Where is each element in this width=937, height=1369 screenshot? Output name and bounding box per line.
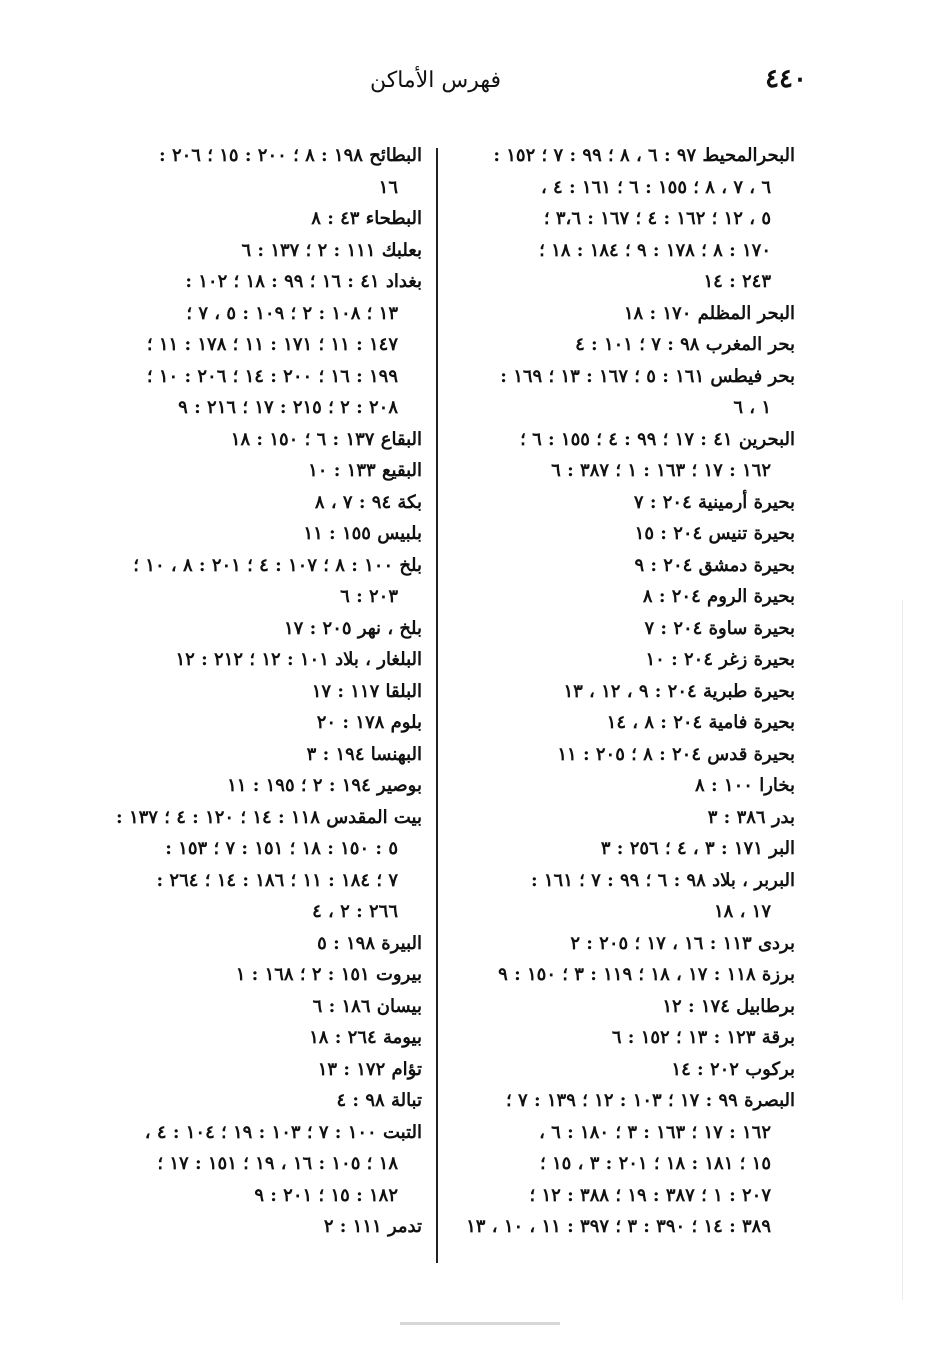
index-column-right [450,140,795,1243]
index-entry: البيرة ١٩٨ : ٥ [317,932,422,954]
index-entry: البلقا ١١٧ : ١٧ [311,680,422,702]
index-entry-continuation: ٢٠٨ : ٢ ؛ ٢١٥ : ١٧ ؛ ٢١٦ : ٩ [178,397,398,418]
scan-noise [400,1322,560,1325]
index-entry: بيت المقدس ١١٨ : ١٤ ؛ ١٢٠ : ٤ ؛ ١٣٧ : [116,806,422,828]
index-entry: البصرة ٩٩ : ١٧ ؛ ١٠٣ : ١٢ ؛ ١٣٩ : ٧ ؛ [506,1090,795,1111]
index-entry-continuation: ١٦٢ : ١٧ ؛ ١٦٣ : ٣ ؛ ١٨٠ : ٦ ، [539,1121,771,1143]
index-entry: بحيرة زغر ٢٠٤ : ١٠ [645,649,795,670]
index-entry: تبالة ٩٨ : ٤ [336,1090,422,1111]
index-entry: بحر المغرب ٩٨ : ٧ ؛ ١٠١ : ٤ [575,334,795,355]
index-entry: بوصير ١٩٤ : ٢ ؛ ١٩٥ : ١١ [227,775,422,796]
page-number: ٤٤٠ [765,64,807,94]
index-entry: برطابيل ١٧٤ : ١٢ [662,995,795,1017]
index-entry-continuation: ٢٤٣ : ١٤ [703,271,771,292]
index-entry: بعلبك ١١١ : ٢ ؛ ١٣٧ : ٦ [241,239,422,261]
index-entry-continuation: ١٨ ؛ ١٠٥ : ١٦ ، ١٩ ؛ ١٥١ : ١٧ ؛ [157,1153,398,1174]
index-entry: بركوب ٢٠٢ : ١٤ [671,1058,795,1080]
index-entry-continuation: ٥ ، ١٢ ؛ ١٦٢ : ٤ ؛ ١٦٧ : ٣،٦ ؛ [543,208,771,229]
scan-edge [902,600,903,1300]
index-entry: البقيع ١٣٣ : ١٠ [308,460,422,481]
index-entry: بلبيس ١٥٥ : ١١ [303,523,422,544]
index-entry-continuation: ٦ ، ٧ ، ٨ ؛ ١٥٥ : ٦ ؛ ١٦١ : ٤ ، [540,176,771,198]
index-entry: بحيرة طبرية ٢٠٤ : ٩ ، ١٢ ، ١٣ [563,680,795,702]
index-entry: بحيرة أرمينية ٢٠٤ : ٧ [633,491,795,513]
index-entry: بغداد ٤١ : ١٦ ؛ ٩٩ : ١٨ ؛ ١٠٢ : [185,271,422,292]
index-entry-continuation: ٢٠٧ : ١ ؛ ٣٨٧ : ١٩ ؛ ٣٨٨ : ١٢ ؛ [529,1184,771,1206]
column-divider [436,148,438,1263]
index-entry: بيروت ١٥١ : ٢ ؛ ١٦٨ : ١ [235,964,422,985]
index-entry-continuation: ٢٠٣ : ٦ [340,586,398,607]
index-entry: بحر فيطس ١٦١ : ٥ ؛ ١٦٧ : ١٣ ؛ ١٦٩ : [500,365,795,387]
index-entry: التبت ١٠٠ : ٧ ؛ ١٠٣ : ١٩ ؛ ١٠٤ : ٤ ، [144,1121,422,1143]
index-entry: برقة ١٢٣ : ١٣ ؛ ١٥٢ : ٦ [611,1027,795,1048]
index-entry-continuation: ١٧٠ : ٨ ؛ ١٧٨ : ٩ ؛ ١٨٤ : ١٨ ؛ [539,239,771,261]
index-entry: بحيرة الروم ٢٠٤ : ٨ [642,586,795,607]
index-entry: بيسان ١٨٦ : ٦ [312,995,422,1017]
index-entry: البطائح ١٩٨ : ٨ ؛ ٢٠٠ : ١٥ ؛ ٢٠٦ : [159,145,422,166]
index-entry: بخارا ١٠٠ : ٨ [695,775,795,796]
index-entry: بردى ١١٣ : ١٦ ، ١٧ ؛ ٢٠٥ : ٢ [570,932,795,954]
index-entry: تؤام ١٧٢ : ١٣ [317,1058,422,1080]
index-column-left [60,140,422,1243]
index-entry: تدمر ١١١ : ٢ [323,1216,422,1237]
index-entry: بحيرة تنيس ٢٠٤ : ١٥ [634,523,795,544]
index-entry-continuation: ١٧ ، ١٨ [713,901,771,922]
index-entry-continuation: ١٦ [378,176,398,198]
index-entry: البربر ، بلاد ٩٨ : ٦ ؛ ٩٩ : ٧ ؛ ١٦١ : [530,869,795,891]
index-entry: بكة ٩٤ : ٧ ، ٨ [314,491,422,513]
index-entry: البقاع ١٣٧ : ٦ ؛ ١٥٠ : ١٨ [230,428,422,450]
index-entry: البحرالمحيط ٩٧ : ٦ ، ٨ ؛ ٩٩ : ٧ ؛ ١٥٢ : [493,145,795,166]
index-entry: بحيرة ساوة ٢٠٤ : ٧ [644,617,795,639]
index-entry-continuation: ١٥ ؛ ١٨١ : ١٨ ؛ ٢٠١ : ٣ ، ١٥ ؛ [540,1153,771,1174]
index-entry: البر ١٧١ : ٣ ، ٤ ؛ ٢٥٦ : ٣ [600,838,795,859]
index-entry-continuation: ٥ : ١٥٠ : ١٨ ؛ ١٥١ : ٧ ؛ ١٥٣ : [165,838,398,859]
index-entry: البحر المظلم ١٧٠ : ١٨ [623,302,795,324]
index-entry-continuation: ١٦٢ : ١٧ ؛ ١٦٣ : ١ ؛ ٣٨٧ : ٦ [551,460,771,481]
index-entry: البهنسا ١٩٤ : ٣ [306,743,422,765]
index-entry-continuation: ١ ، ٦ [733,397,771,418]
index-entry-continuation: ١٨٢ : ١٥ ؛ ٢٠١ : ٩ [254,1184,398,1206]
index-entry: برزة ١١٨ : ١٧ ، ١٨ ؛ ١١٩ : ٣ ؛ ١٥٠ : ٩ [498,964,795,985]
index-entry: البطحاء ٤٣ : ٨ [311,208,422,229]
index-entry-continuation: ١٤٧ : ١١ ؛ ١٧١ : ١١ ؛ ١٧٨ : ١١ ؛ [146,334,398,355]
page-title: فهرس الأماكن [370,68,502,93]
index-entry: بلوم ١٧٨ : ٢٠ [316,712,422,733]
index-entry: بحيرة قدس ٢٠٤ : ٨ ؛ ٢٠٥ : ١١ [557,743,795,765]
index-entry: بلخ ، نهر ٢٠٥ : ١٧ [284,617,422,639]
index-entry-continuation: ٣٨٩ : ١٤ ؛ ٣٩٠ : ٣ ؛ ٣٩٧ : ١١ ، ١٠ ، ١٣ [466,1216,771,1237]
index-entry: بحيرة فامية ٢٠٤ : ٨ ، ١٤ [606,712,795,733]
index-entry: البلغار ، بلاد ١٠١ : ١٢ ؛ ٢١٢ : ١٢ [175,649,422,670]
page-header [70,64,807,104]
index-entry-continuation: ٢٦٦ : ٢ ، ٤ [312,901,398,922]
index-entry: بيومة ٢٦٤ : ١٨ [309,1027,422,1048]
index-entry-continuation: ١٩٩ : ١٦ ؛ ٢٠٠ : ١٤ ؛ ٢٠٦ : ١٠ ؛ [146,365,398,387]
index-entry: بلخ ١٠٠ : ٨ ؛ ١٠٧ : ٤ ؛ ٢٠١ : ٨ ، ١٠ ؛ [133,554,422,576]
index-entry-continuation: ١٣ ؛ ١٠٨ : ٢ ؛ ١٠٩ : ٥ ، ٧ ؛ [186,302,398,324]
index-entry-continuation: ٧ ؛ ١٨٤ : ١١ ؛ ١٨٦ : ١٤ ؛ ٢٦٤ : [156,869,398,891]
index-entry: البحرين ٤١ : ١٧ ؛ ٩٩ : ٤ ؛ ١٥٥ : ٦ ؛ [520,428,795,450]
index-entry: بدر ٣٨٦ : ٣ [707,806,795,828]
index-entry: بحيرة دمشق ٢٠٤ : ٩ [634,554,795,576]
